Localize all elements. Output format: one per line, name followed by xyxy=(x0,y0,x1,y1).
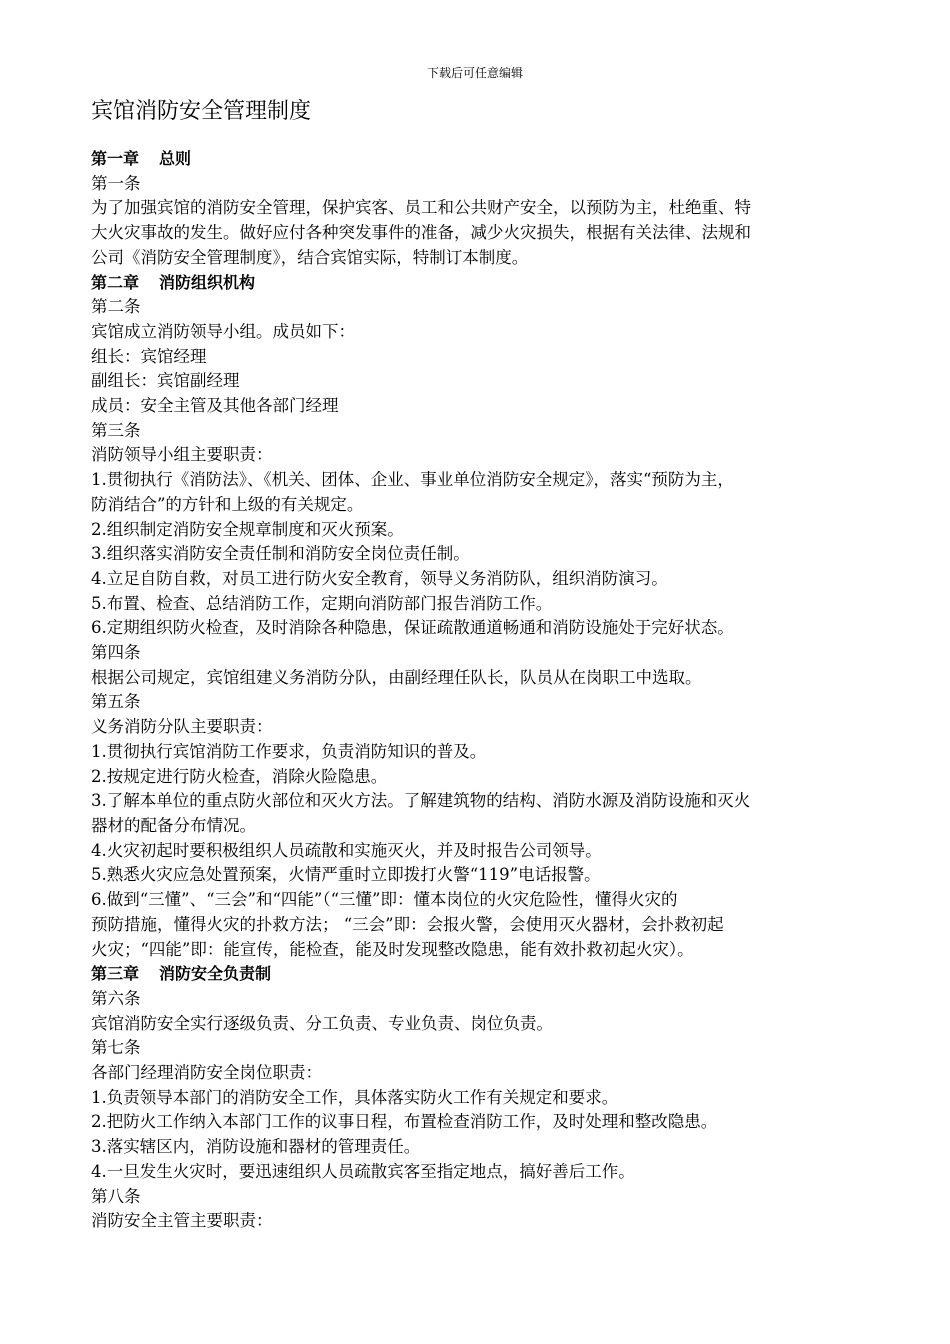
text-line: 5.熟悉火灾应急处置预案，火情严重时立即拨打火警“119”电话报警。 xyxy=(91,865,601,885)
chapter-name: 总则 xyxy=(159,149,192,168)
text-line: 1.贯彻执行《消防法》、《机关、团体、企业、事业单位消防安全规定》，落实“预防为主， xyxy=(91,470,734,490)
text-line: 4.立足自防自救，对员工进行防火安全教育，领导义务消防队，组织消防演习。 xyxy=(91,568,668,588)
text-line: 消防安全主管主要职责： xyxy=(91,1211,273,1231)
text-line: 大火灾事故的发生。做好应付各种突发事件的准备，减少火灾损失，根据有关法律、法规和 xyxy=(91,223,751,243)
text-line: 第六条 xyxy=(91,988,141,1008)
text-line: 3.了解本单位的重点防火部位和灭火方法。了解建筑物的结构、消防水源及消防设施和灭火 xyxy=(91,791,751,811)
document-body xyxy=(91,147,881,1234)
text-line: 2.组织制定消防安全规章制度和灭火预案。 xyxy=(91,519,404,539)
text-line: 第四条 xyxy=(91,643,141,663)
text-line: 为了加强宾馆的消防安全管理，保护宾客、员工和公共财产安全，以预防为主，杜绝重、特 xyxy=(91,198,751,218)
text-line: 1.贯彻执行宾馆消防工作要求，负责消防知识的普及。 xyxy=(91,741,487,761)
text-line: 各部门经理消防安全岗位职责： xyxy=(91,1063,322,1083)
text-line: 副组长：宾馆副经理 xyxy=(91,371,240,391)
chapter-heading xyxy=(91,962,881,987)
text-line: 防消结合”的方针和上级的有关规定。 xyxy=(91,494,364,514)
text-line: 5.布置、检查、总结消防工作，定期向消防部门报告消防工作。 xyxy=(91,593,553,613)
text-line: 6.定期组织防火检查，及时消除各种隐患，保证疏散通道畅通和消防设施处于完好状态。 xyxy=(91,618,734,638)
text-line: 宾馆消防安全实行逐级负责、分工负责、专业负责、岗位负责。 xyxy=(91,1013,553,1033)
text-line: 根据公司规定，宾馆组建义务消防分队，由副经理任队长，队员从在岗职工中选取。 xyxy=(91,667,702,687)
text-line: 2.把防火工作纳入本部门工作的议事日程，布置检查消防工作，及时处理和整改隐患。 xyxy=(91,1112,718,1132)
document-title: 宾馆消防安全管理制度 xyxy=(91,99,312,124)
text-line: 第三条 xyxy=(91,420,141,440)
chapter-heading xyxy=(91,147,881,172)
chapter-number: 第二章 xyxy=(91,272,140,292)
text-line: 2.按规定进行防火检查，消除火险隐患。 xyxy=(91,766,388,786)
text-line: 义务消防分队主要职责： xyxy=(91,717,273,737)
chapter-number: 第三章 xyxy=(91,964,140,984)
text-line: 器材的配备分布情况。 xyxy=(91,815,256,835)
text-line: 宾馆成立消防领导小组。成员如下： xyxy=(91,321,355,341)
text-line: 4.火灾初起时要积极组织人员疏散和实施灭火，并及时报告公司领导。 xyxy=(91,840,602,860)
chapter-name: 消防安全负责制 xyxy=(159,964,272,984)
text-line: 3.落实辖区内，消防设施和器材的管理责任。 xyxy=(91,1137,421,1157)
text-line: 第七条 xyxy=(91,1038,141,1058)
text-line: 4.一旦发生火灾时，要迅速组织人员疏散宾客至指定地点，搞好善后工作。 xyxy=(91,1161,635,1181)
text-line: 3.组织落实消防安全责任制和消防安全岗位责任制。 xyxy=(91,544,470,564)
text-line: 火灾；“四能”即：能宣传，能检查，能及时发现整改隐患，能有效扑救初起火灾）。 xyxy=(91,939,694,959)
text-line: 成员：安全主管及其他各部门经理 xyxy=(91,396,339,416)
chapter-number: 第一章 xyxy=(91,149,140,168)
text-line: 6.做到“三懂”、“三会”和“四能”（“三懂”即：懂本岗位的火灾危险性，懂得火灾的 xyxy=(91,890,678,910)
text-line: 组长：宾馆经理 xyxy=(91,346,207,366)
chapter-name: 消防组织机构 xyxy=(159,272,256,292)
text-line: 第二条 xyxy=(91,297,141,317)
text-line: 第八条 xyxy=(91,1186,141,1206)
text-line: 预防措施，懂得火灾的扑救方法； “三会”即：会报火警，会使用灭火器材，会扑救初起 xyxy=(91,914,724,934)
header-note: 下载后可任意编辑 xyxy=(426,66,523,80)
text-line: 第五条 xyxy=(91,692,141,712)
chapter-heading xyxy=(91,271,881,296)
text-line: 公司《消防安全管理制度》，结合宾馆实际，特制订本制度。 xyxy=(91,247,529,267)
text-line: 1.负责领导本部门的消防安全工作，具体落实防火工作有关规定和要求。 xyxy=(91,1087,619,1107)
text-line: 消防领导小组主要职责： xyxy=(91,445,273,465)
text-line: 第一条 xyxy=(91,173,141,193)
